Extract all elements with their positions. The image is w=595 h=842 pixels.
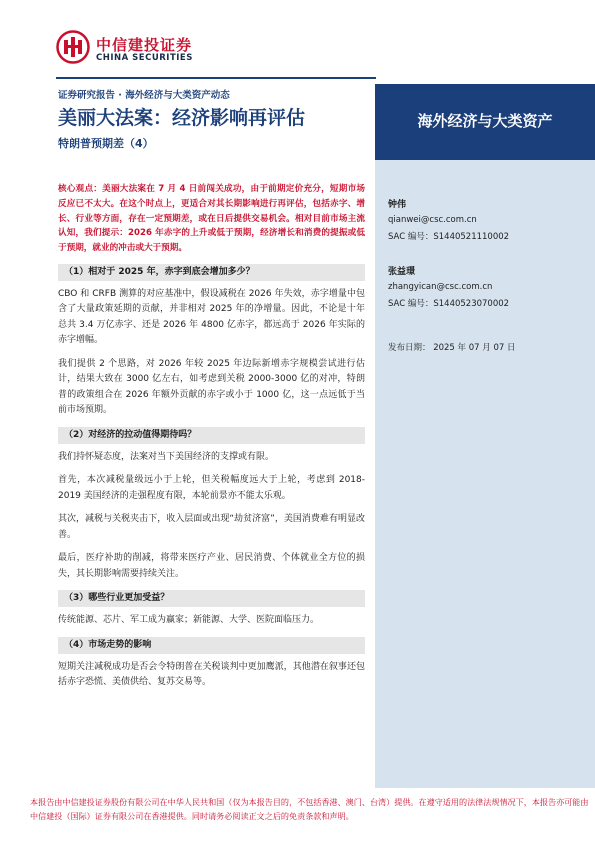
paragraph: 首先，本次减税量级远小于上轮，但关税幅度远大于上轮，考虑到 2018-2019 美国经济的走强程度有限，本轮前景亦不能太乐观。	[58, 475, 365, 501]
header-rule	[56, 77, 376, 79]
analyst-name: 钟伟	[388, 200, 407, 210]
report-series: 证券研究报告 · 海外经济与大类资产动态	[58, 90, 230, 101]
section-heading: （3）哪些行业更加受益？	[58, 590, 365, 607]
section-heading: （1）相对于 2025 年，赤字到底会增加多少？	[58, 264, 365, 281]
publish-date: 发布日期： 2025 年 07 月 07 日	[388, 343, 516, 353]
analyst-email[interactable]: zhangyican@csc.com.cn	[388, 282, 493, 292]
footer-disclaimer: 本报告由中信建投证券股份有限公司在中华人民共和国（仅为本报告目的，不包括香港、澳门、台湾）提供。在遵守适用的法律法规情况下，本报告亦可能由中信建投（国际）证券有限公司在香港提供。同时请务必阅读正文之后的免责条款和声明。	[30, 797, 589, 821]
analyst-sac: SAC 编号：S1440523070002	[388, 299, 510, 309]
analyst-card	[388, 197, 509, 242]
brand-name-cn: 中信建投证券	[96, 36, 193, 54]
analyst-name: 张益璟	[388, 267, 416, 277]
core-view: 核心观点：美丽大法案在 7 月 4 日前闯关成功，由于前期定价充分，短期市场反应已不太大。在这个时点上，更适合对其长期影响进行再评估，包括赤字、增长、行业等方面，存在一定预期差，或在日后提供交易机会。相对目前市场主流认知，我们提示：2026 年赤字的上升或低于预期，经济增长和消费的提振或低于预期，就业的冲击或大于预期。	[58, 184, 365, 254]
analyst-sac: SAC 编号：S1440521110002	[388, 232, 510, 242]
paragraph: 其次，减税与关税夹击下，收入层面或出现“劫贫济富”，美国消费难有明显改善。	[58, 514, 365, 540]
section-heading: （4）市场走势的影响	[58, 637, 365, 654]
report-subtitle: 特朗普预期差（4）	[58, 137, 154, 150]
category-label: 海外经济与大类资产	[417, 112, 553, 130]
paragraph: 我们提供 2 个思路，对 2026 年较 2025 年边际新增赤字规模尝试进行估计，结果大致在 3000 亿左右，如考虑到关税 2000-3000 亿的对冲，特朗普的政策组合在 2026 年额外贡献的赤字或小于 1000 亿，这一点远低于当前市场预期。	[58, 358, 365, 416]
analyst-email[interactable]: qianwei@csc.com.cn	[388, 215, 477, 225]
paragraph: 我们持怀疑态度，法案对当下美国经济的支撑或有限。	[58, 451, 275, 462]
sidebar	[375, 160, 595, 788]
brand-logo	[56, 30, 216, 68]
paragraph: 传统能源、芯片、军工成为赢家；新能源、大学、医院面临压力。	[58, 615, 320, 626]
brand-name-en: CHINA SECURITIES	[96, 53, 193, 63]
paragraph: 短期关注减税成功是否会令特朗普在关税谈判中更加鹰派，其他潜在叙事还包括赤字恐慌、美债供给、复苏交易等。	[58, 661, 365, 688]
report-title: 美丽大法案：经济影响再评估	[58, 107, 306, 129]
csc-logo-icon	[56, 30, 90, 64]
paragraph: CBO 和 CRFB 测算的对应基准中，假设减税在 2026 年失效，赤字增量中包含了大量政策延期的贡献，并非相对 2025 年的净增量。因此，不论是十年总共 3.4 万亿赤字、还是 2026 年 4800 亿赤字，都远高于 2026 年实际的赤字增幅。	[58, 288, 365, 346]
section-heading: （2）对经济的拉动值得期待吗？	[58, 427, 365, 444]
category-band	[375, 84, 595, 160]
analyst-card	[388, 264, 509, 309]
paragraph: 最后，医疗补助的削减，将带来医疗产业、居民消费、个体就业全方位的损失，其长期影响需要持续关注。	[58, 553, 365, 579]
report-body	[58, 182, 365, 699]
